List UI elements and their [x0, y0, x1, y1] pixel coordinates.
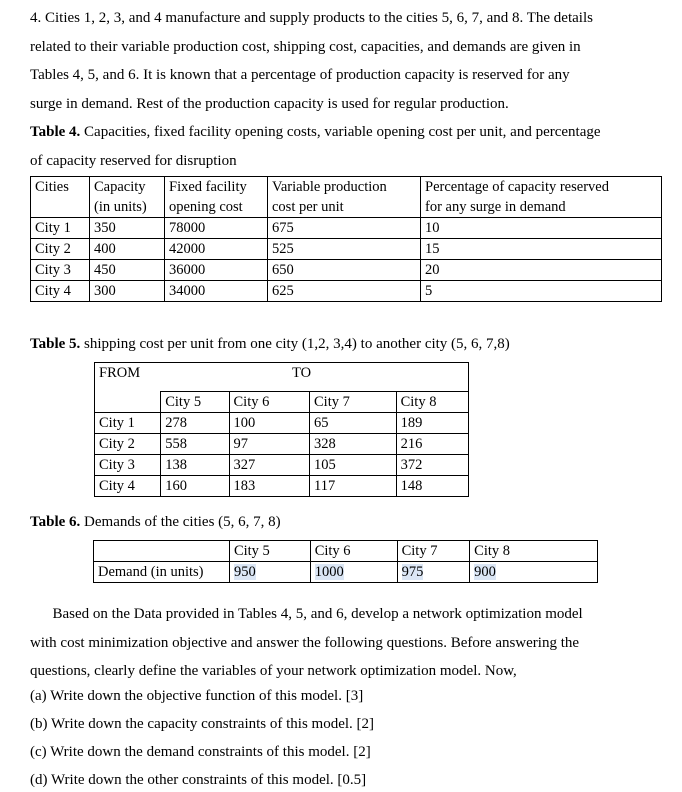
table5-row-label: City 3	[95, 455, 161, 476]
question-b: (b) Write down the capacity constraints of this model. [2]	[30, 716, 375, 732]
table-cell: 148	[396, 476, 468, 497]
table5-col-header: City 7	[310, 392, 397, 413]
table-cell: 138	[161, 455, 229, 476]
table6-col-header: City 7	[397, 541, 470, 562]
table-cell: 216	[396, 434, 468, 455]
demand-value: 975	[401, 564, 424, 580]
table-cell: 328	[310, 434, 397, 455]
table-row	[95, 434, 469, 455]
table-cell: 100	[229, 413, 310, 434]
table-cell: 189	[396, 413, 468, 434]
table-cell: City 3	[31, 260, 90, 281]
table5-caption-label: Table 5.	[30, 336, 81, 352]
closing-line: with cost minimization objective and answer the following questions. Before answering the	[30, 634, 580, 651]
table4-caption-label: Table 4.	[30, 124, 81, 140]
table4-caption-text: Capacities, fixed facility opening costs, variable opening cost per unit, and percentage	[80, 124, 601, 140]
intro-line: surge in demand. Rest of the production capacity is used for regular production.	[30, 95, 509, 112]
table-cell: 183	[229, 476, 310, 497]
from-label: FROM	[99, 365, 141, 381]
question-c: (c) Write down the demand constraints of this model. [2]	[30, 744, 371, 760]
table6-col-header: City 6	[310, 541, 397, 562]
table-cell: City 2	[31, 239, 90, 260]
table5	[94, 362, 469, 497]
table-cell: 558	[161, 434, 229, 455]
table6-header-row	[94, 541, 598, 562]
table5-row-label: City 2	[95, 434, 161, 455]
intro-line: Tables 4, 5, and 6. It is known that a percentage of production capacity is reserved for any	[30, 67, 570, 83]
table-cell: City 4	[31, 281, 90, 302]
table-cell: 105	[310, 455, 397, 476]
table-cell: 117	[310, 476, 397, 497]
table6-caption	[30, 508, 650, 537]
table-cell: 625	[268, 281, 421, 302]
table-cell: 300	[90, 281, 165, 302]
table6-caption-text: Demands of the cities (5, 6, 7, 8)	[80, 514, 281, 530]
table-cell: 160	[161, 476, 229, 497]
table5-from-to-cell	[95, 363, 469, 386]
table-cell	[229, 562, 310, 583]
demand-value: 1000	[314, 564, 344, 580]
closing-line: questions, clearly define the variables of your network optimization model. Now,	[30, 663, 517, 679]
table4-header-cell: Fixed facility opening cost	[165, 177, 268, 218]
table-cell: 10	[421, 218, 662, 239]
table5-col-header: City 6	[229, 392, 310, 413]
table-row	[95, 413, 469, 434]
table-cell: 675	[268, 218, 421, 239]
table-row	[31, 281, 662, 302]
intro-paragraph	[30, 4, 650, 118]
table-cell: City 1	[31, 218, 90, 239]
table-cell: 78000	[165, 218, 268, 239]
table-cell: 650	[268, 260, 421, 281]
table-row	[31, 260, 662, 281]
table4-header-cell: Capacity (in units)	[90, 177, 165, 218]
table-cell	[470, 562, 598, 583]
table6	[93, 540, 598, 583]
question-a: (a) Write down the objective function of this model. [3]	[30, 688, 364, 704]
table4-header-cell: Variable production cost per unit	[268, 177, 421, 218]
table4-header-row	[31, 177, 662, 218]
table-cell	[310, 562, 397, 583]
closing-paragraph	[30, 600, 650, 686]
table-cell: 65	[310, 413, 397, 434]
table5-col-header: City 8	[396, 392, 468, 413]
table5-header-row	[95, 392, 469, 413]
table-row	[31, 218, 662, 239]
demand-value: 900	[474, 564, 496, 580]
table-cell: 400	[90, 239, 165, 260]
table4	[30, 176, 662, 302]
table-row	[94, 562, 598, 583]
table6-col-header: City 8	[470, 541, 598, 562]
table-row	[95, 455, 469, 476]
table-cell: 20	[421, 260, 662, 281]
table5-row-label: City 4	[95, 476, 161, 497]
table-cell: 372	[396, 455, 468, 476]
intro-line: related to their variable production cost, shipping cost, capacities, and demands are given in	[30, 38, 581, 55]
table6-corner-cell	[94, 541, 230, 562]
intro-line: 4. Cities 1, 2, 3, and 4 manufacture and supply products to the cities 5, 6, 7, and 8. The details	[30, 10, 593, 26]
table-cell: 42000	[165, 239, 268, 260]
table4-header-cell: Cities	[31, 177, 90, 218]
table-cell	[397, 562, 470, 583]
table6-col-header: City 5	[229, 541, 310, 562]
table-cell: 15	[421, 239, 662, 260]
table5-caption-text: shipping cost per unit from one city (1,2, 3,4) to another city (5, 6, 7,8)	[80, 336, 510, 352]
table5-col-header: City 5	[161, 392, 229, 413]
table6-caption-label: Table 6.	[30, 514, 81, 530]
table-cell: 350	[90, 218, 165, 239]
question-d: (d) Write down the other constraints of this model. [0.5]	[30, 772, 367, 788]
table-cell: 450	[90, 260, 165, 281]
table-cell: 5	[421, 281, 662, 302]
demand-value: 950	[233, 564, 256, 580]
table-cell: 34000	[165, 281, 268, 302]
to-label: TO	[292, 365, 312, 381]
table5-from-to-row	[95, 363, 469, 386]
table-cell: 278	[161, 413, 229, 434]
table-cell: 36000	[165, 260, 268, 281]
table-row	[31, 239, 662, 260]
closing-line: Based on the Data provided in Tables 4, 5, and 6, develop a network optimization model	[30, 606, 583, 622]
table5-caption	[30, 330, 650, 359]
table5-row-label: City 1	[95, 413, 161, 434]
table5-corner-cell	[95, 392, 161, 413]
table-row	[95, 476, 469, 497]
table-cell: 525	[268, 239, 421, 260]
table-cell: 97	[229, 434, 310, 455]
table-cell: 327	[229, 455, 310, 476]
table4-caption-text-2: of capacity reserved for disruption	[30, 152, 237, 169]
table4-caption	[30, 118, 650, 175]
table4-header-cell: Percentage of capacity reserved for any surge in demand	[421, 177, 662, 218]
table6-row-label: Demand (in units)	[94, 562, 230, 583]
